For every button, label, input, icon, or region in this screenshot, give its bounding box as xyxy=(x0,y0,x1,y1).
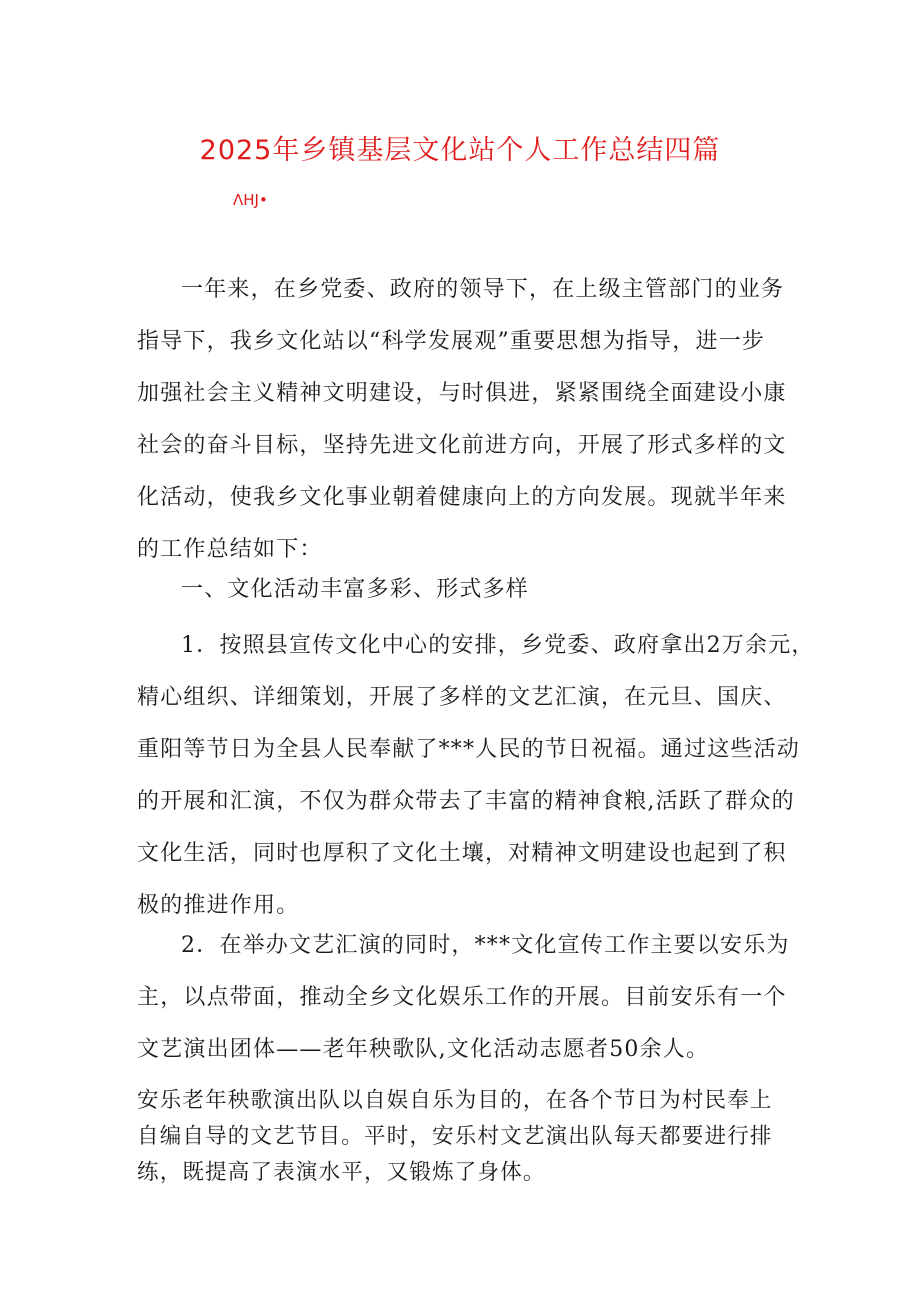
paragraph-line: 精心组织、详细策划，开展了多样的文艺汇演，在元旦、国庆、 xyxy=(137,685,787,710)
paragraph-line: 2．在举办文艺汇演的同时，***文化宣传工作主要以安乐为 xyxy=(181,933,790,958)
paragraph-line: 安乐老年秧歌演出队以自娱自乐为目的，在各个节日为村民奉上 xyxy=(137,1088,773,1113)
paragraph-line: 文化生活，同时也厚积了文化土壤，对精神文明建设也起到了积 xyxy=(137,841,787,866)
paragraph-line: 文艺演出团体——老年秧歌队,文化活动志愿者50余人。 xyxy=(137,1037,710,1062)
paragraph-line: 自编自导的文艺节目。平时，安乐村文艺演出队每天都要进行排 xyxy=(137,1124,773,1149)
paragraph-line: 极的推进作用。 xyxy=(137,893,300,918)
document-title: 2025年乡镇基层文化站个人工作总结四篇 xyxy=(199,135,721,166)
paragraph-line: 的工作总结如下： xyxy=(137,537,323,562)
paragraph-line: 指导下，我乡文化站以“科学发展观”重要思想为指导，进一步 xyxy=(137,329,766,354)
paragraph-intro xyxy=(137,264,797,576)
paragraph-line: 化活动，使我乡文化事业朝着健康向上的方向发展。现就半年来 xyxy=(137,485,787,510)
section-heading-text: 一、文化活动丰富多彩、形式多样 xyxy=(181,577,530,602)
paragraph-line: 的开展和汇演，不仅为群众带去了丰富的精神食粮,活跃了群众的 xyxy=(137,789,795,814)
paragraph-item-2 xyxy=(137,920,797,1076)
section-heading xyxy=(137,564,797,616)
document-subtitle: ΛHJ• xyxy=(233,191,268,209)
paragraph-item-1 xyxy=(137,620,815,932)
paragraph-line: 加强社会主义精神文明建设，与时俱进，紧紧围绕全面建设小康 xyxy=(137,381,787,406)
paragraph-line: 练，既提高了表演水平，又锻炼了身体。 xyxy=(137,1160,546,1185)
paragraph-line: 社会的奋斗目标，坚持先进文化前进方向，开展了形式多样的文 xyxy=(137,433,787,458)
paragraph-line: 重阳等节日为全县人民奉献了***人民的节日祝福。通过这些活动 xyxy=(137,737,801,762)
paragraph-troupe xyxy=(137,1083,797,1191)
paragraph-line: 1．按照县宣传文化中心的安排，乡党委、政府拿出2万余元， xyxy=(181,633,815,658)
paragraph-line: 一年来，在乡党委、政府的领导下，在上级主管部门的业务 xyxy=(181,277,785,302)
paragraph-line: 主，以点带面，推动全乡文化娱乐工作的开展。目前安乐有一个 xyxy=(137,985,787,1010)
